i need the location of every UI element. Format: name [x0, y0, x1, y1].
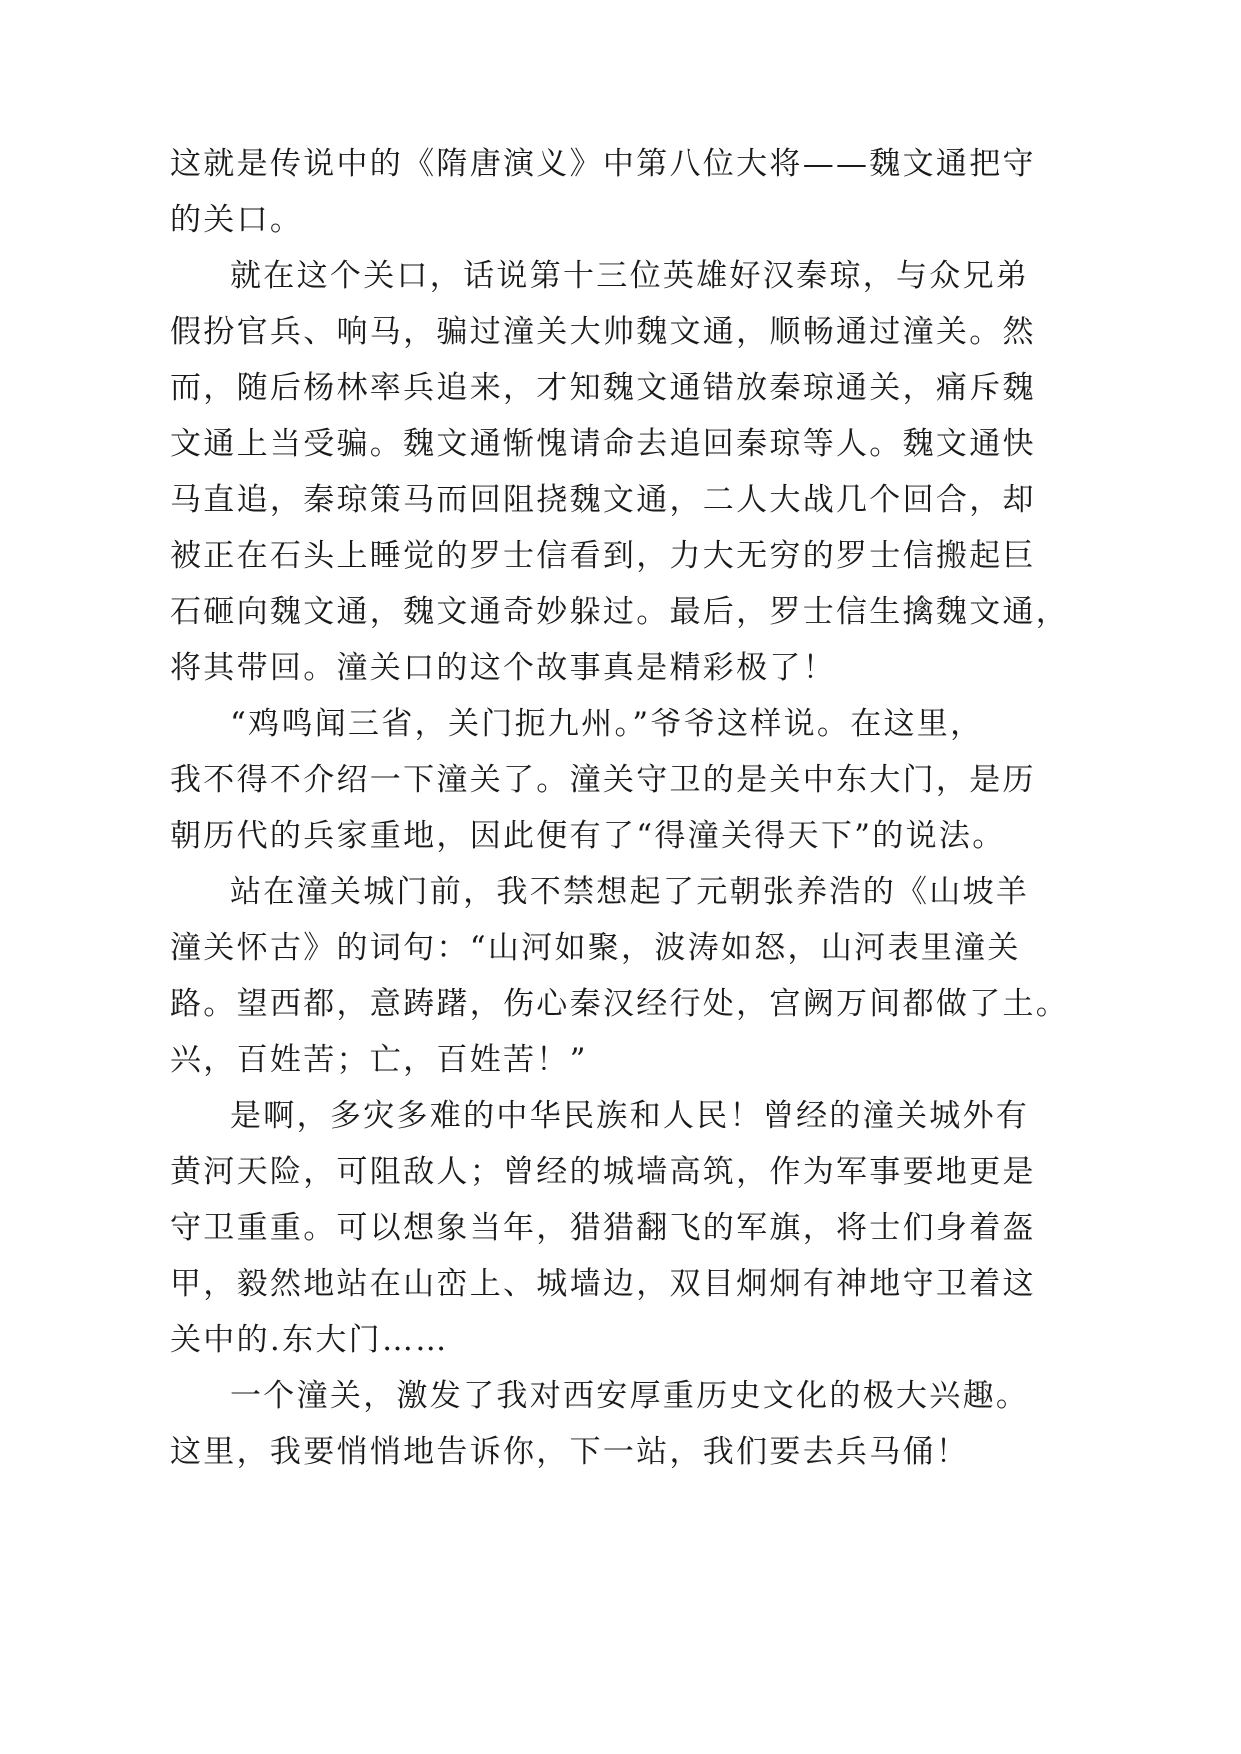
text-line: 这就是传说中的《隋唐演义》中第八位大将——魏文通把守	[170, 146, 1036, 182]
text-line: 一个潼关，激发了我对西安厚重历史文化的极大兴趣。	[230, 1378, 1030, 1414]
text-line: 兴，百姓苦；亡，百姓苦！”	[170, 1042, 588, 1078]
text-line: “鸡鸣闻三省，关门扼九州。”爷爷这样说。在这里，	[230, 706, 984, 742]
text-line: 被正在石头上睡觉的罗士信看到，力大无穷的罗士信搬起巨	[170, 538, 1036, 574]
text-line: 朝历代的兵家重地，因此便有了“得潼关得天下”的说法。	[170, 818, 1006, 854]
text-line: 石砸向魏文通，魏文通奇妙躲过。最后，罗士信生擒魏文通，	[170, 594, 1070, 630]
text-line: 假扮官兵、响马，骗过潼关大帅魏文通，顺畅通过潼关。然	[170, 314, 1036, 350]
text-line: 而，随后杨林率兵追来，才知魏文通错放秦琼通关，痛斥魏	[170, 370, 1036, 406]
text-line: 文通上当受骗。魏文通惭愧请命去追回秦琼等人。魏文通快	[170, 426, 1036, 462]
text-line: 就在这个关口，话说第十三位英雄好汉秦琼，与众兄弟	[230, 258, 1030, 294]
text-line: 关中的.东大门……	[170, 1322, 449, 1358]
text-line: 的关口。	[170, 202, 304, 238]
text-line: 路。望西都，意踌躇，伤心秦汉经行处，宫阙万间都做了土。	[170, 986, 1070, 1022]
text-line: 将其带回。潼关口的这个故事真是精彩极了！	[170, 650, 836, 686]
text-line: 潼关怀古》的词句：“山河如聚，波涛如怒，山河表里潼关	[170, 930, 1021, 966]
text-line: 甲，毅然地站在山峦上、城墙边，双目炯炯有神地守卫着这	[170, 1266, 1036, 1302]
text-line: 这里，我要悄悄地告诉你，下一站，我们要去兵马俑！	[170, 1434, 970, 1470]
text-line: 站在潼关城门前，我不禁想起了元朝张养浩的《山坡羊	[230, 874, 1030, 910]
text-line: 马直追，秦琼策马而回阻挠魏文通，二人大战几个回合，却	[170, 482, 1036, 518]
text-line: 黄河天险，可阻敌人；曾经的城墙高筑，作为军事要地更是	[170, 1154, 1036, 1190]
text-line: 我不得不介绍一下潼关了。潼关守卫的是关中东大门，是历	[170, 762, 1036, 798]
text-line: 守卫重重。可以想象当年，猎猎翻飞的军旗，将士们身着盔	[170, 1210, 1036, 1246]
text-line: 是啊，多灾多难的中华民族和人民！曾经的潼关城外有	[230, 1098, 1030, 1134]
